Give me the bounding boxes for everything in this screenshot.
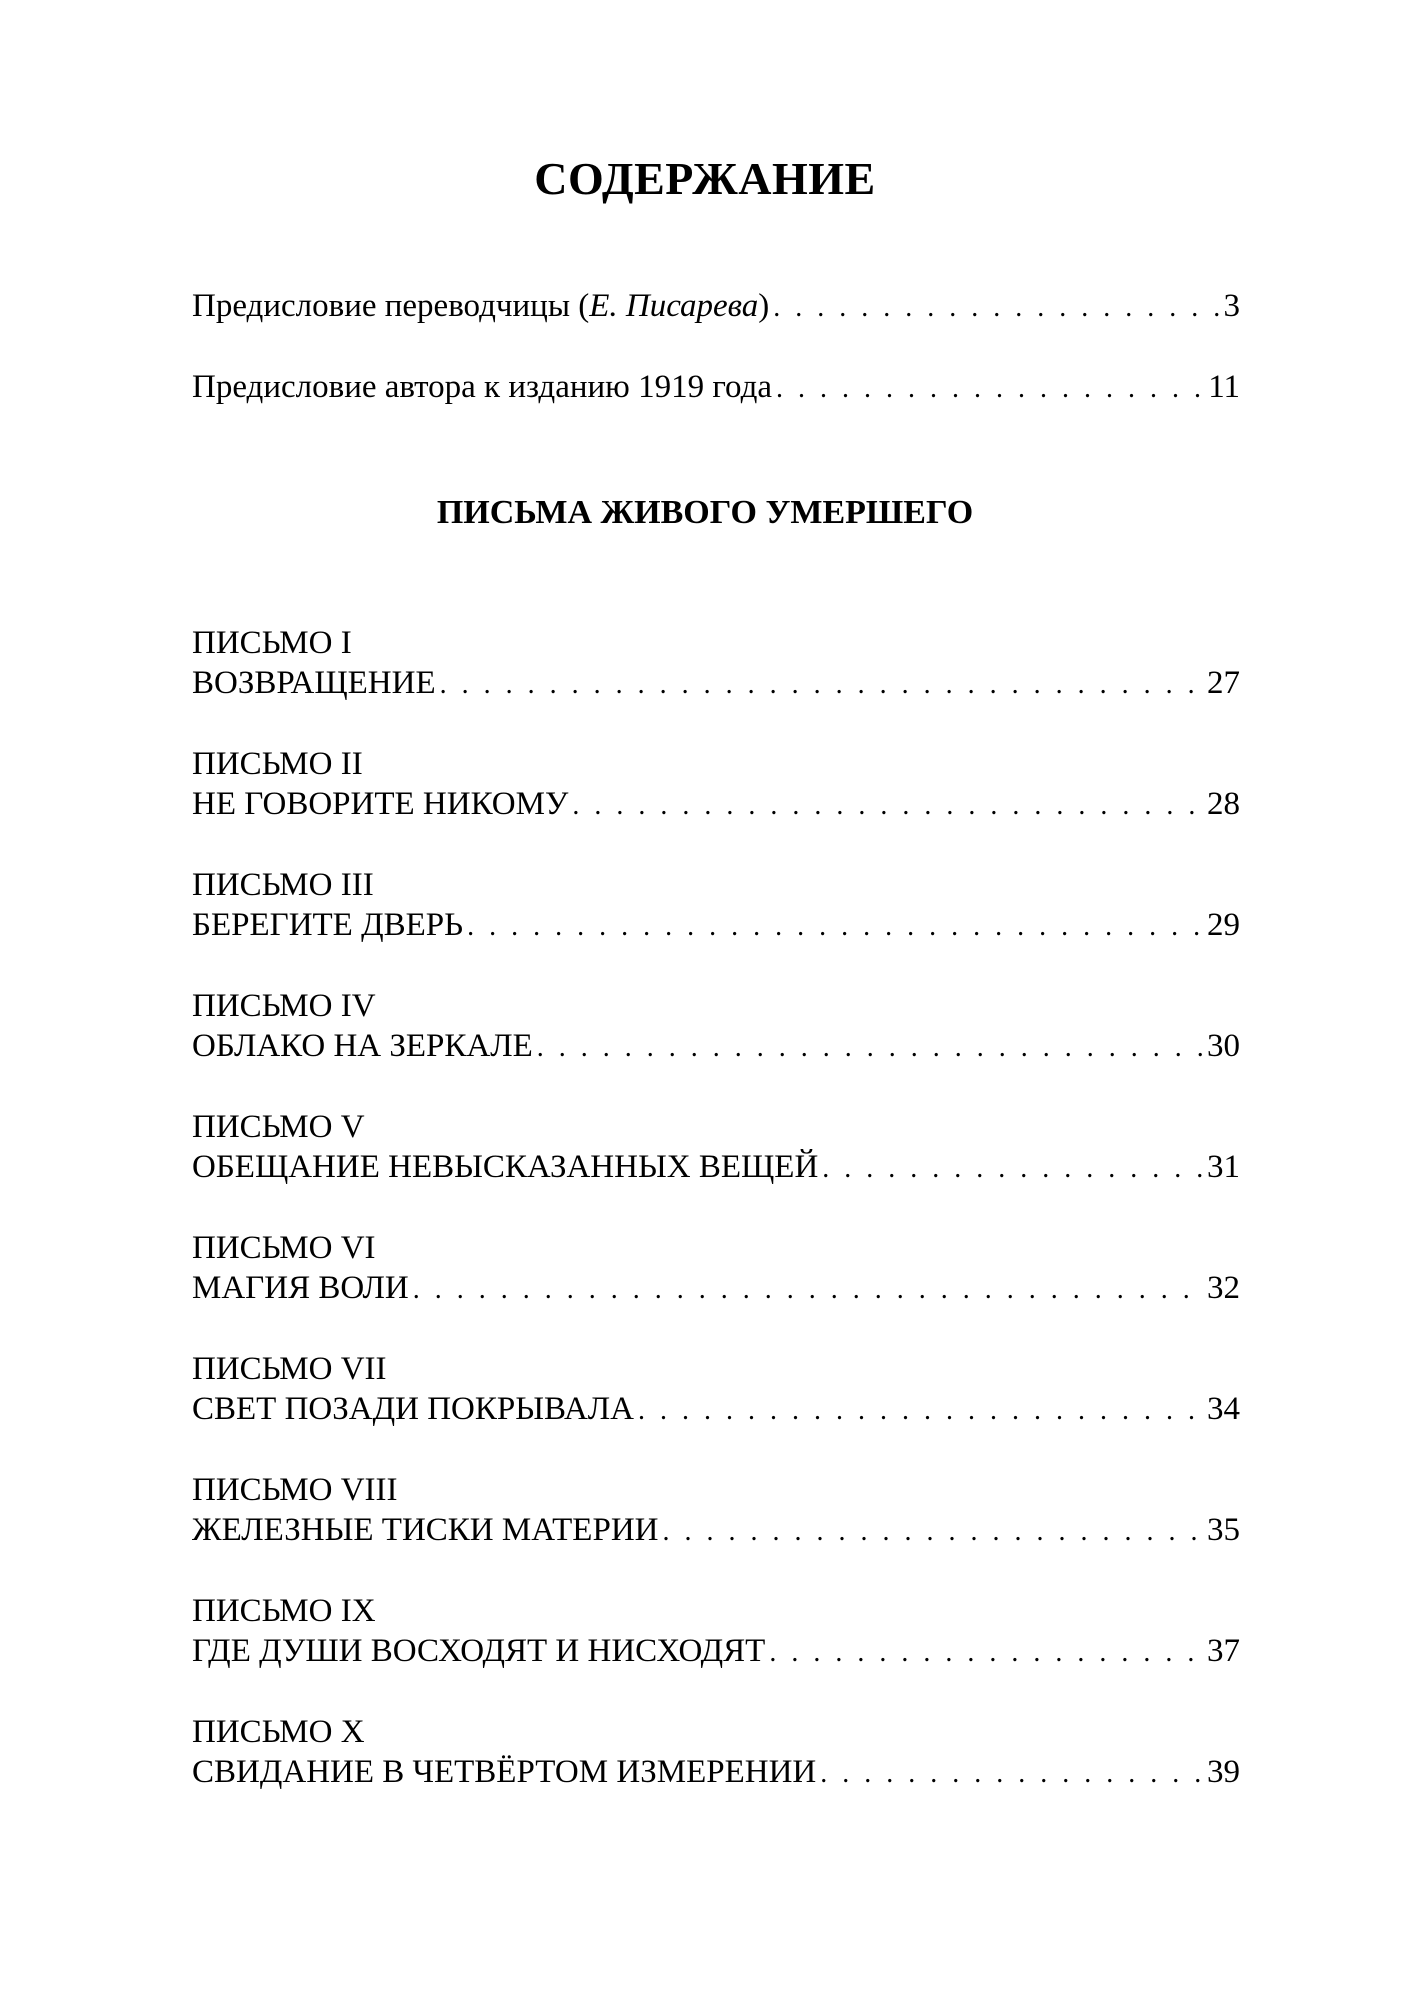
section-heading: ПИСЬМА ЖИВОГО УМЕРШЕГО <box>436 494 974 531</box>
leader-dots <box>773 288 1219 328</box>
letter-label: ПИСЬМО III <box>192 867 374 903</box>
letter-title: ГДЕ ДУШИ ВОСХОДЯТ И НИСХОДЯТ <box>192 1633 766 1669</box>
toc-entry-text: Предисловие переводчицы (Е. Писарева) <box>192 288 770 324</box>
toc-letter-3 <box>192 865 1240 947</box>
toc-letter-7 <box>192 1349 1240 1431</box>
toc-page-number: 31 <box>1207 1149 1240 1185</box>
toc-page-number: 34 <box>1207 1391 1240 1427</box>
letter-title: БЕРЕГИТЕ ДВЕРЬ <box>192 907 464 943</box>
toc-letter-5 <box>192 1107 1240 1189</box>
toc-letter-1 <box>192 623 1240 705</box>
letter-title: СВЕТ ПОЗАДИ ПОКРЫВАЛА <box>192 1391 634 1427</box>
toc-entry-author-preface <box>192 367 1240 409</box>
leader-dots <box>769 1633 1203 1673</box>
toc-page-number: 27 <box>1207 665 1240 701</box>
leader-dots <box>776 369 1204 409</box>
toc-letter-2 <box>192 744 1240 826</box>
page-title: СОДЕРЖАНИЕ <box>534 153 876 204</box>
leader-dots <box>413 1270 1203 1310</box>
toc-page-number: 37 <box>1207 1633 1240 1669</box>
letter-label: ПИСЬМО X <box>192 1714 365 1750</box>
letter-label: ПИСЬМО V <box>192 1109 365 1145</box>
toc-letter-10 <box>192 1712 1240 1794</box>
letter-label: ПИСЬМО IX <box>192 1593 376 1629</box>
leader-dots <box>440 665 1203 705</box>
leader-dots <box>537 1028 1203 1068</box>
letter-label: ПИСЬМО VII <box>192 1351 387 1387</box>
toc-letter-9 <box>192 1591 1240 1673</box>
leader-dots <box>820 1754 1203 1794</box>
toc-page-number: 35 <box>1207 1512 1240 1548</box>
letter-title: ВОЗВРАЩЕНИЕ <box>192 665 436 701</box>
letter-label: ПИСЬМО IV <box>192 988 376 1024</box>
toc-page-number: 28 <box>1207 786 1240 822</box>
letter-label: ПИСЬМО VI <box>192 1230 376 1266</box>
letter-title: МАГИЯ ВОЛИ <box>192 1270 409 1306</box>
toc-letter-8 <box>192 1470 1240 1552</box>
letter-title: СВИДАНИЕ В ЧЕТВЁРТОМ ИЗМЕРЕНИИ <box>192 1754 817 1790</box>
letter-label: ПИСЬМО I <box>192 625 352 661</box>
toc-page-number: 3 <box>1223 288 1240 324</box>
toc-entry-translator-preface <box>192 286 1240 328</box>
leader-dots <box>467 907 1203 947</box>
toc-page-number: 11 <box>1208 369 1240 405</box>
letter-title: ОБЛАКО НА ЗЕРКАЛЕ <box>192 1028 533 1064</box>
leader-dots <box>822 1149 1203 1189</box>
letter-title: ЖЕЛЕЗНЫЕ ТИСКИ МАТЕРИИ <box>192 1512 659 1548</box>
leader-dots <box>638 1391 1203 1431</box>
leader-dots <box>572 786 1203 826</box>
leader-dots <box>662 1512 1203 1552</box>
letter-title: НЕ ГОВОРИТЕ НИКОМУ <box>192 786 569 822</box>
toc-page-number: 39 <box>1207 1754 1240 1790</box>
toc-page-number: 32 <box>1207 1270 1240 1306</box>
letter-title: ОБЕЩАНИЕ НЕВЫСКАЗАННЫХ ВЕЩЕЙ <box>192 1149 819 1185</box>
toc-page-number: 29 <box>1207 907 1240 943</box>
letter-label: ПИСЬМО II <box>192 746 363 782</box>
letter-label: ПИСЬМО VIII <box>192 1472 398 1508</box>
toc-letter-4 <box>192 986 1240 1068</box>
toc-letter-6 <box>192 1228 1240 1310</box>
toc-page-number: 30 <box>1207 1028 1240 1064</box>
toc-entry-text: Предисловие автора к изданию 1919 года <box>192 369 773 405</box>
